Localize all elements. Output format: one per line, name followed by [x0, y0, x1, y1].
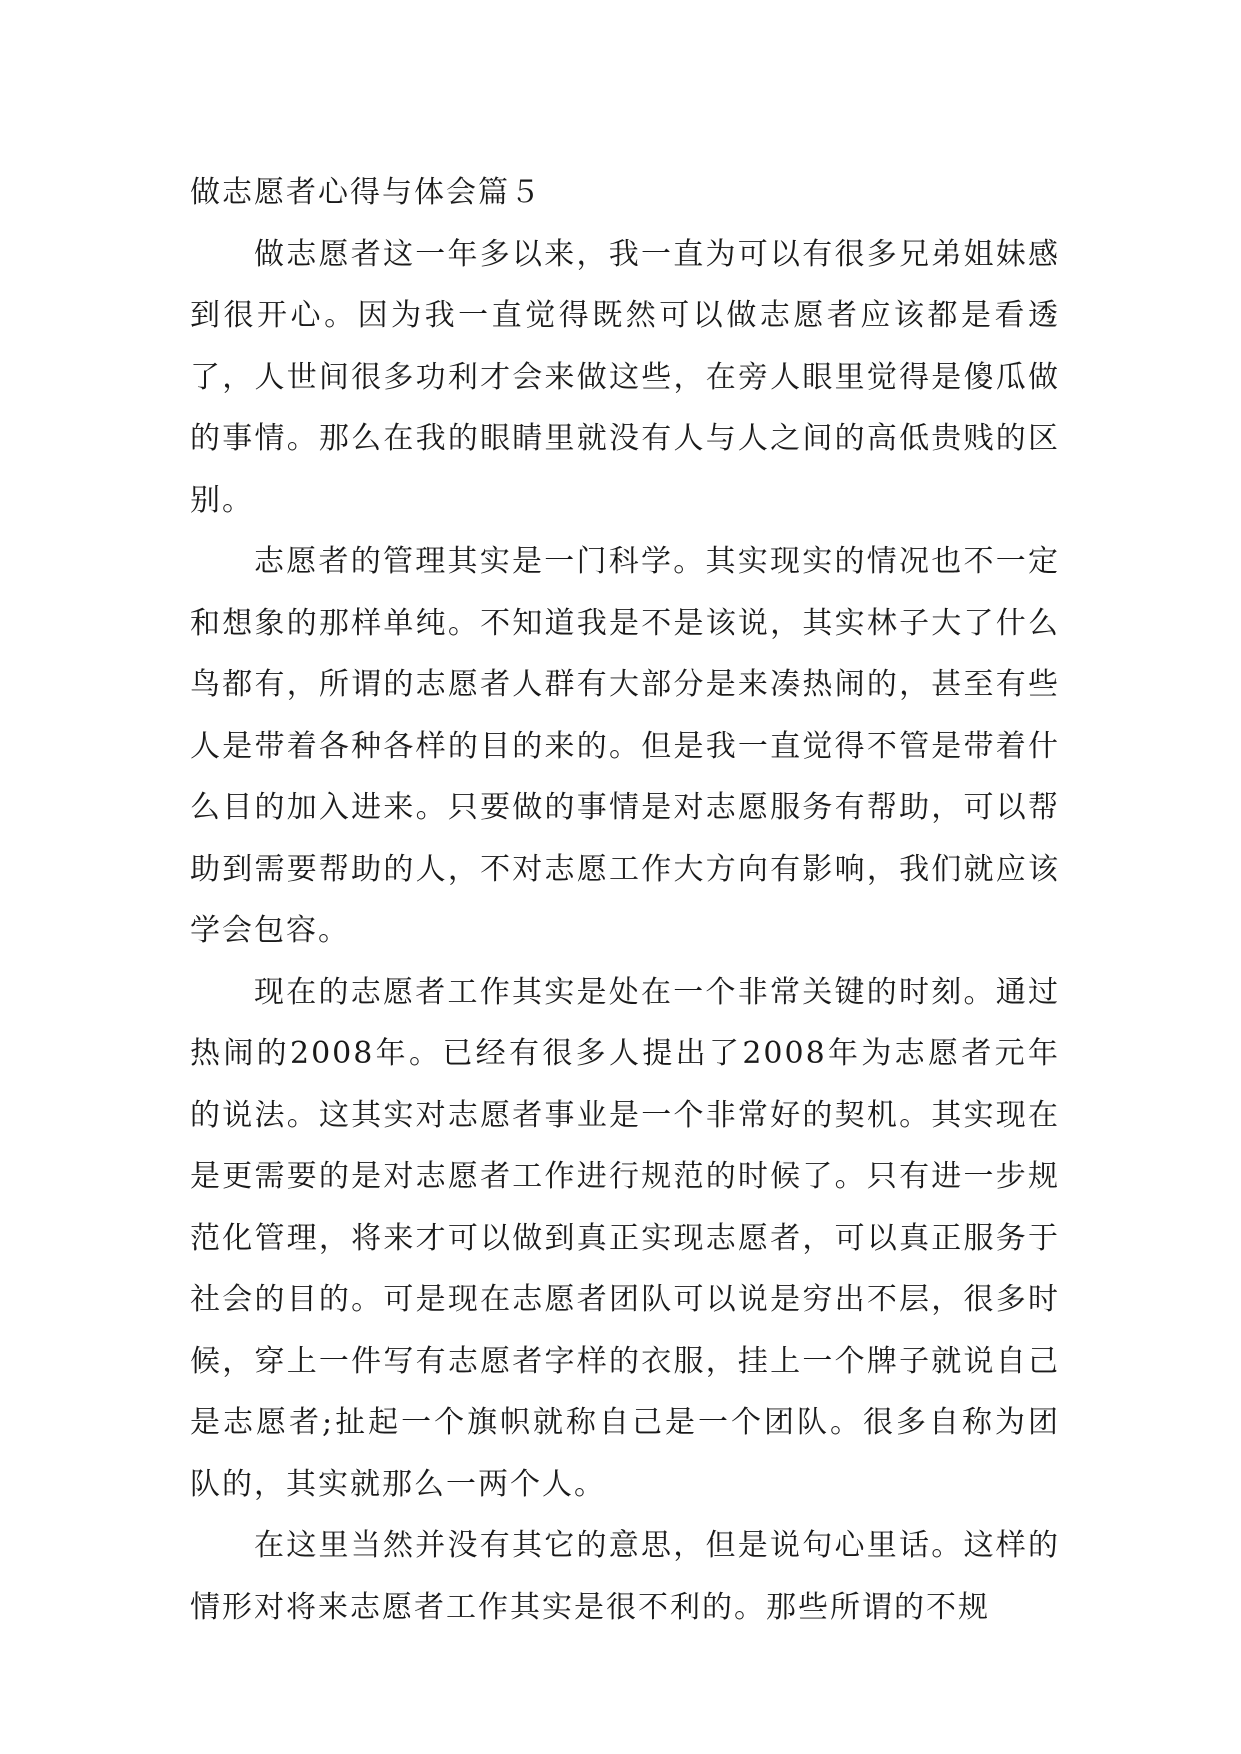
paragraph-1: 做志愿者这一年多以来，我一直为可以有很多兄弟姐妹感到很开心。因为我一直觉得既然可以做志愿者应该都是看透了，人世间很多功利才会来做这些，在旁人眼里觉得是傻瓜做的事情。那么在我的眼睛里就没有人与人之间的高低贵贱的区别。	[190, 236, 1060, 518]
paragraph-3: 现在的志愿者工作其实是处在一个非常关键的时刻。通过热闹的2008年。已经有很多人提出了2008年为志愿者元年的说法。这其实对志愿者事业是一个非常好的契机。其实现在是更需要的是对志愿者工作进行规范的时候了。只有进一步规范化管理，将来才可以做到真正实现志愿者，可以真正服务于社会的目的。可是现在志愿者团队可以说是穷出不层，很多时候，穿上一件写有志愿者字样的衣服，挂上一个牌子就说自己是志愿者;扯起一个旗帜就称自己是一个团队。很多自称为团队的，其实就那么一两个人。	[190, 974, 1060, 1502]
document-title: 做志愿者心得与体会篇５	[190, 175, 542, 210]
document-body	[190, 162, 1060, 1638]
paragraph-4: 在这里当然并没有其它的意思，但是说句心里话。这样的情形对将来志愿者工作其实是很不利的。那些所谓的不规	[190, 1528, 1060, 1625]
paragraph-2: 志愿者的管理其实是一门科学。其实现实的情况也不一定和想象的那样单纯。不知道我是不是该说，其实林子大了什么鸟都有，所谓的志愿者人群有大部分是来凑热闹的，甚至有些人是带着各种各样的目的来的。但是我一直觉得不管是带着什么目的加入进来。只要做的事情是对志愿服务有帮助，可以帮助到需要帮助的人，不对志愿工作大方向有影响，我们就应该学会包容。	[190, 544, 1060, 948]
